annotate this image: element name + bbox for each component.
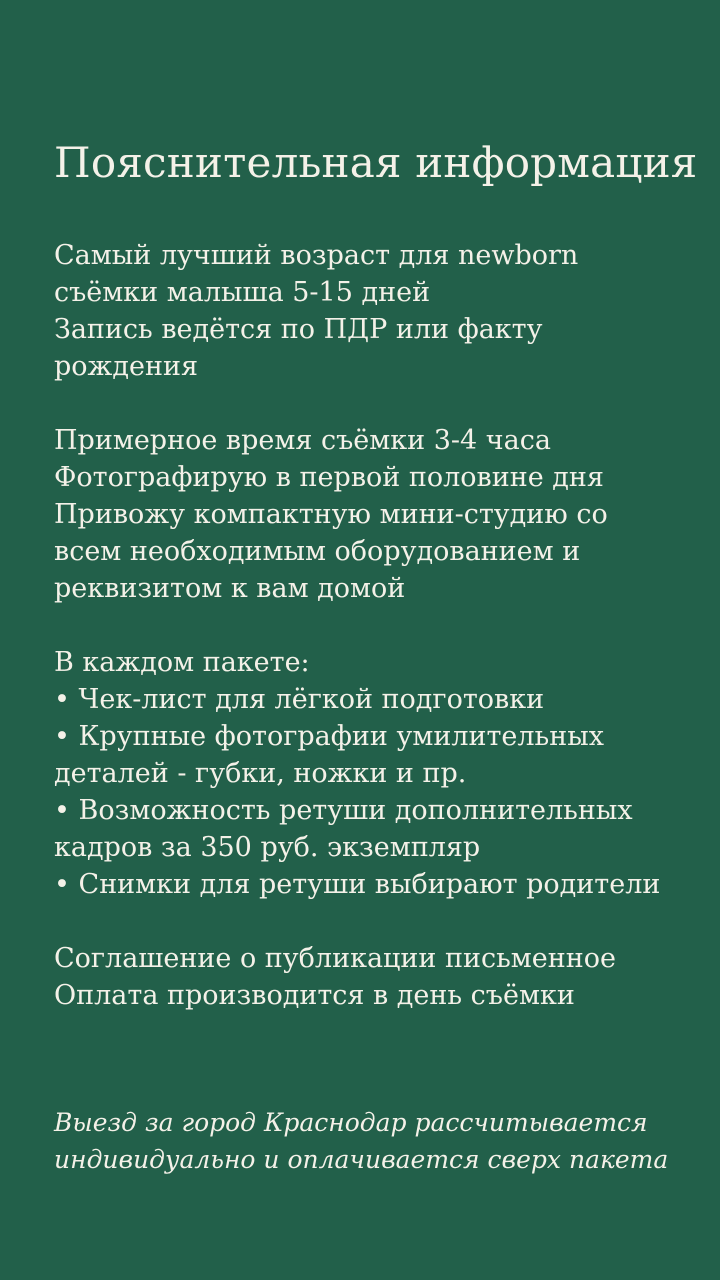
package-contents: [54, 644, 704, 903]
shooting-age-paragraph: [54, 237, 704, 385]
agreement-paragraph: [54, 940, 704, 1014]
paragraph-gap: [54, 607, 704, 644]
bullet-icon: •: [54, 721, 70, 752]
text-line: Привожу компактную мини-студию со: [54, 499, 608, 530]
text-line: Примерное время съёмки 3-4 часа: [54, 425, 551, 456]
travel-note: [54, 1104, 668, 1178]
list-item: [54, 681, 704, 718]
list-item-text: Снимки для ретуши выбирают родители: [78, 869, 661, 900]
text-line: Фотографирую в первой половине дня: [54, 462, 604, 493]
note-line: индивидуально и оплачивается сверх пакета: [54, 1145, 669, 1174]
text-line: реквизитом к вам домой: [54, 573, 406, 604]
bullet-icon: •: [54, 869, 70, 900]
list-item-text: деталей - губки, ножки и пр.: [54, 758, 467, 789]
text-line: Запись ведётся по ПДР или факту: [54, 314, 543, 345]
text-line: рождения: [54, 351, 199, 382]
text-line: Оплата производится в день съёмки: [54, 980, 575, 1011]
list-item: [54, 792, 704, 866]
note-line: Выезд за город Краснодар рассчитывается: [54, 1108, 648, 1137]
shooting-time-paragraph: [54, 422, 704, 607]
text-line: Соглашение о публикации письменное: [54, 943, 616, 974]
paragraph-gap: [54, 903, 704, 940]
list-item: [54, 718, 704, 792]
list-item-text: кадров за 350 руб. экземпляр: [54, 832, 481, 863]
info-content: [54, 237, 704, 1014]
text-line: всем необходимым оборудованием и: [54, 536, 581, 567]
bullet-icon: •: [54, 684, 70, 715]
package-list: [54, 681, 704, 903]
bullet-icon: •: [54, 795, 70, 826]
list-item: [54, 866, 704, 903]
list-item-text: Крупные фотографии умилительных: [78, 721, 604, 752]
list-item-text: Чек-лист для лёгкой подготовки: [78, 684, 545, 715]
text-line: съёмки малыша 5-15 дней: [54, 277, 431, 308]
package-heading: В каждом пакете:: [54, 647, 310, 678]
paragraph-gap: [54, 385, 704, 422]
page-title: Пояснительная информация: [54, 138, 698, 187]
text-line: Самый лучший возраст для newborn: [54, 240, 579, 271]
list-item-text: Возможность ретуши дополнительных: [78, 795, 633, 826]
